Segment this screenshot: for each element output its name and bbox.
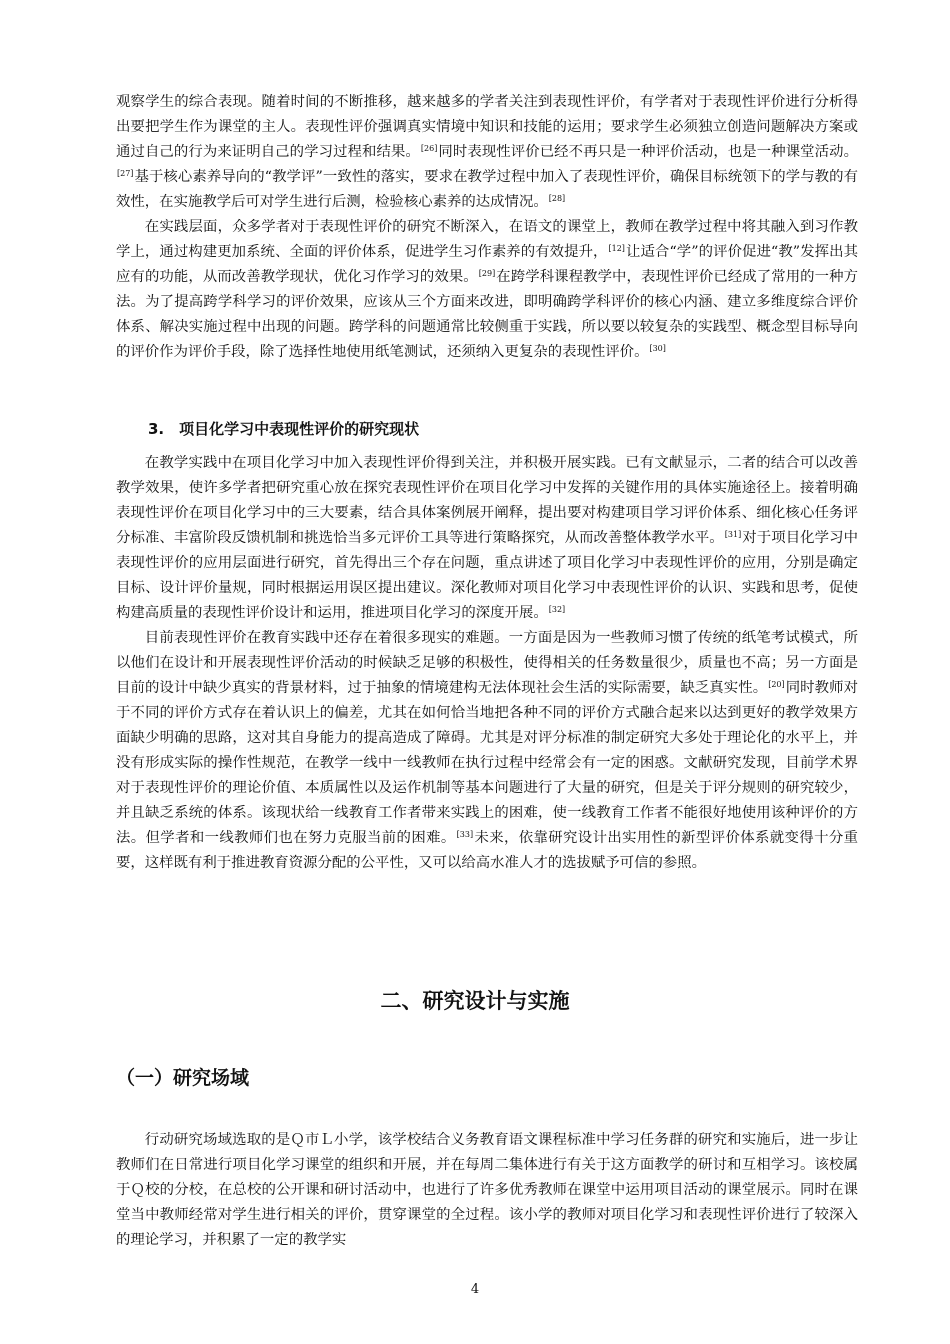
- citation: [31]: [724, 530, 742, 539]
- citation: [29]: [478, 269, 496, 278]
- section-heading: 二、研究设计与实施: [380, 989, 570, 1013]
- paragraph-3: 在教学实践中在项目化学习中加入表现性评价得到关注，并积极开展实践。已有文献显示，二者的结合可以改善教学效果，使许多学者把研究重心放在探究表现性评价在项目化学习中发挥的关键作用的具体实施途径上。接着明确表现性评价在项目化学习中的三大要素，结合具体案例展开阐释，提出要对构建项目学习评价体系、细化核心任务评分标准、丰富阶段反馈机制和挑选恰当多元评价工具等进行策略探究，从而改善整体教学水平。[31]对于项目化学习中表现性评价的应用层面进行研究，首先得出三个存在问题，重点讲述了项目化学习中表现性评价的应用，分别是确定目标、设计评价量规，同时根据运用误区提出建议。深化教师对项目化学习中表现性评价的认识、实践和思考，促使构建高质量的表现性评价设计和运用，推进项目化学习的深度开展。[32]: [116, 455, 858, 621]
- subsection-heading: （一）研究场域: [116, 1067, 250, 1089]
- paragraph-1: 观察学生的综合表现。随着时间的不断推移，越来越多的学者关注到表现性评价，有学者对于表现性评价进行分析得出要把学生作为课堂的主人。表现性评价强调真实情境中知识和技能的运用；要求学生必须独立创造问题解决方案或通过自己的行为来证明自己的学习过程和结果。[26]同时表现性评价已经不再只是一种评价活动，也是一种课堂活动。[27]基于核心素养导向的“教学评”一致性的落实，要求在教学过程中加入了表现性评价，确保目标统领下的学与教的有效性，在实施教学后可对学生进行后测，检验核心素养的达成情况。[28]: [116, 94, 858, 210]
- paragraph-4: 目前表现性评价在教育实践中还存在着很多现实的难题。一方面是因为一些教师习惯了传统的纸笔考试模式，所以他们在设计和开展表现性评价活动的时候缺乏足够的积极性，使得相关的任务数量很少，质量也不高；另一方面是目前的设计中缺少真实的背景材料，过于抽象的情境建构无法体现社会生活的实际需要，缺乏真实性。[20]同时教师对于不同的评价方式存在着认识上的偏差，尤其在如何恰当地把各种不同的评价方式融合起来以达到更好的教学效果方面缺少明确的思路，这对其自身能力的提高造成了障碍。尤其是对评分标准的制定研究大多处于理论化的水平上，并没有形成实际的操作性规范，在教学一线中一线教师在执行过程中经常会有一定的困惑。文献研究发现，目前学术界对于表现性评价的理论价值、本质属性以及运作机制等基本问题进行了大量的研究，但是关于评分规则的研究较少，并且缺乏系统的体系。该现状给一线教育工作者带来实践上的困难，使一线教育工作者不能很好地使用该种评价的方法。但学者和一线教师们也在努力克服当前的困难。[33]未来，依靠研究设计出实用性的新型评价体系就变得十分重要，这样既有利于推进教育资源分配的公平性，又可以给高水准人才的选拔赋予可信的参照。: [116, 630, 858, 871]
- citation: [30]: [649, 344, 666, 353]
- citation: [28]: [548, 194, 566, 203]
- citation: [12]: [608, 244, 625, 253]
- body-text-bottom: [116, 1128, 858, 1253]
- paragraph-2: 在实践层面，众多学者对于表现性评价的研究不断深入，在语文的课堂上，教师在教学过程中将其融入到习作教学上，通过构建更加系统、全面的评价体系，促进学生习作素养的有效提升，[12]让适合“学”的评价促进“教”发挥出其应有的功能，从而改善教学现状，优化习作学习的效果。[29]在跨学科课程教学中，表现性评价已经成了常用的一种方法。为了提高跨学科学习的评价效果，应该从三个方面来改进，即明确跨学科评价的核心内涵、建立多维度综合评价体系、解决实施过程中出现的问题。跨学科的问题通常比较侧重于实践，所以要以较复杂的实践型、概念型目标导向的评价作为评价手段，除了选择性地使用纸笔测试，还须纳入更复杂的表现性评价。[30]: [116, 219, 858, 360]
- citation: [33]: [456, 830, 474, 839]
- citation: [32]: [548, 605, 566, 614]
- citation: [26]: [420, 144, 438, 153]
- citation: [20]: [768, 680, 785, 689]
- citation: [27]: [117, 169, 134, 178]
- body-text-top: [116, 90, 858, 365]
- subheading-3: 3. 项目化学习中表现性评价的研究现状: [148, 420, 420, 438]
- body-text-middle: [116, 451, 858, 876]
- page-number: 4: [470, 1282, 480, 1297]
- paragraph-5: 行动研究场域选取的是Ｑ市Ｌ小学，该学校结合义务教育语文课程标准中学习任务群的研究和实施后，进一步让教师们在日常进行项目化学习课堂的组织和开展，并在每周二集体进行有关于这方面教学的研讨和互相学习。该校属于Ｑ校的分校，在总校的公开课和研讨活动中，也进行了许多优秀教师在课堂中运用项目活动的课堂展示。同时在课堂当中教师经常对学生进行相关的评价，贯穿课堂的全过程。该小学的教师对项目化学习和表现性评价进行了较深入的理论学习，并积累了一定的教学实: [116, 1132, 858, 1248]
